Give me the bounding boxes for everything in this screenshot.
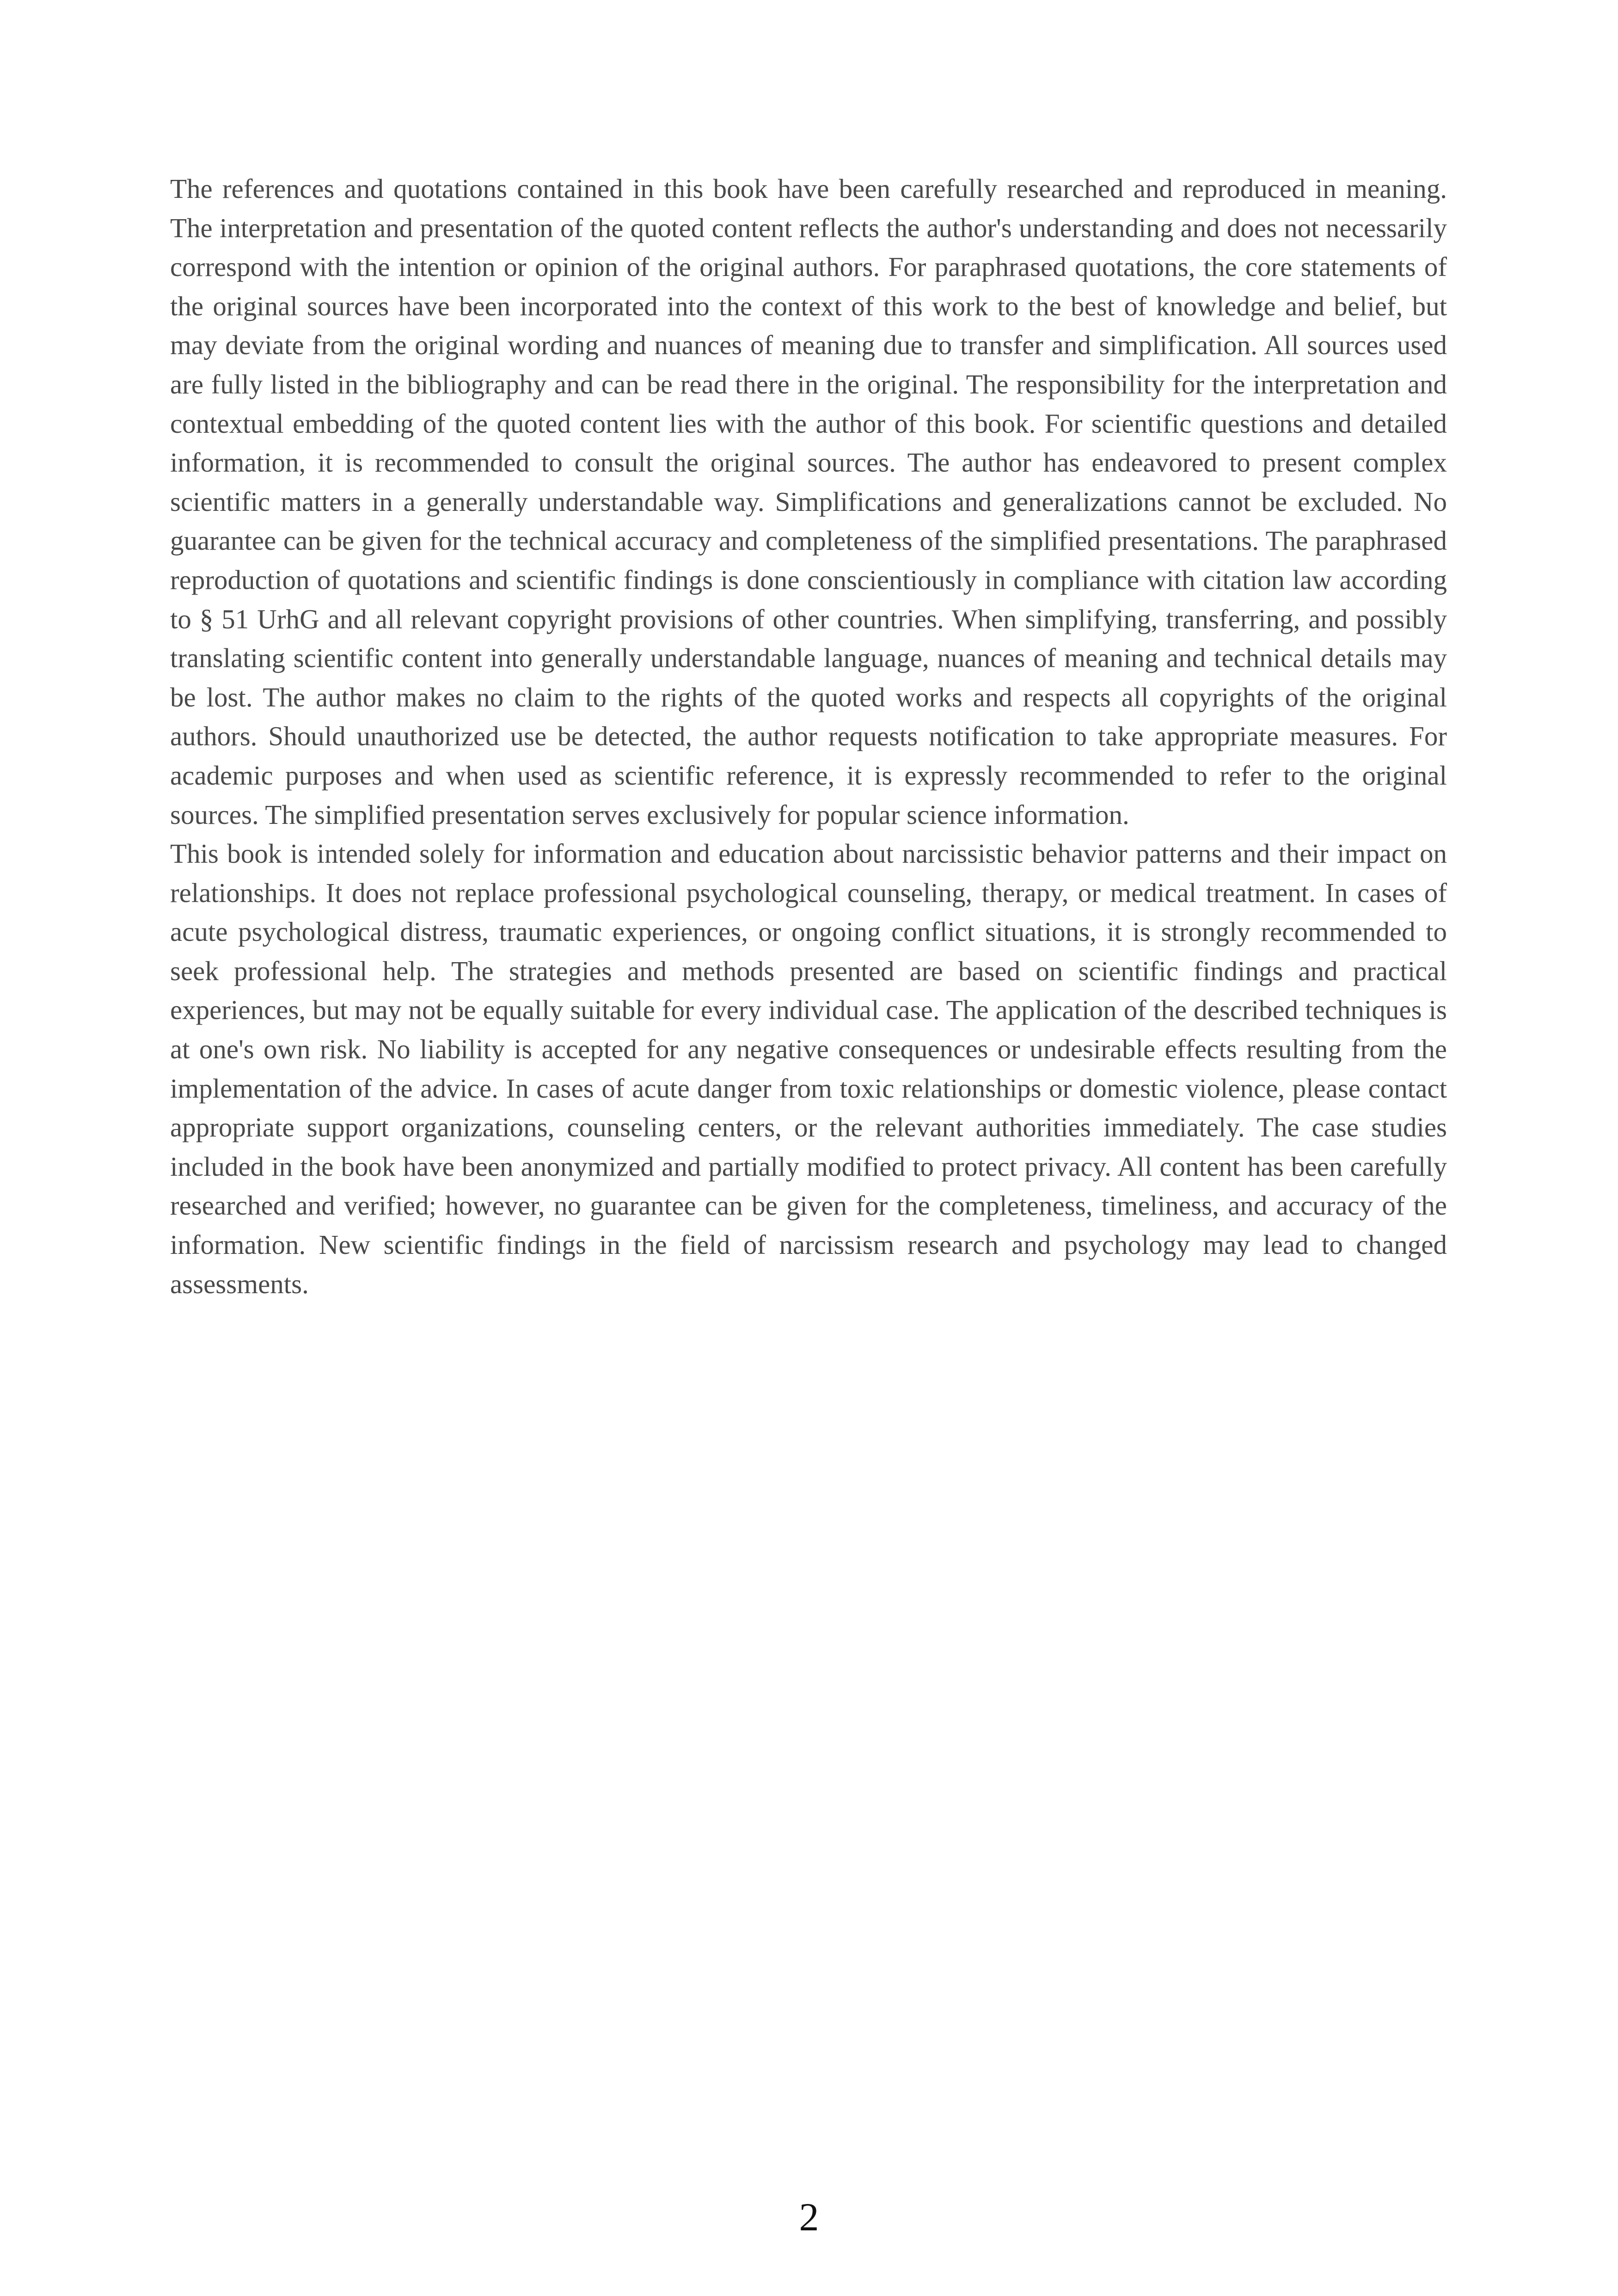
paragraph-sources-disclaimer: The references and quotations contained in this book have been carefully researched and reproduced in meaning. The interpretation and presentation of the quoted content reflects the author's understanding and does not necessarily correspond with the intention or opinion of the original authors. For paraphrased quotations, the core statements of the original sources have been incorporated into the context of this work to the best of knowledge and belief, but may deviate from the original wording and nuances of meaning due to transfer and simplification. All sources used are fully listed in the bibliography and can be read there in the original. The responsibility for the interpretation and contextual embedding of the quoted content lies with the author of this book. For scientific questions and detailed information, it is recommended to consult the original sources. The author has endeavored to present complex scientific matters in a generally understandable way. Simplifications and generalizations cannot be excluded. No guarantee can be given for the technical accuracy and completeness of the simplified presentations. The paraphrased reproduction of quotations and scientific findings is done conscientiously in compliance with citation law according to § 51 UrhG and all relevant copyright provisions of other countries. When simplifying, transferring, and possibly translating scientific content into generally understandable language, nuances of meaning and technical details may be lost. The author makes no claim to the rights of the quoted works and respects all copyrights of the original authors. Should unauthorized use be detected, the author requests notification to take appropriate measures. For academic purposes and when used as scientific reference, it is expressly recommended to refer to the original sources. The simplified presentation serves exclusively for popular science information. bbox=[170, 173, 1447, 830]
page-number: 2 bbox=[799, 2195, 819, 2239]
body-text bbox=[170, 169, 1447, 1303]
paragraph-liability-disclaimer: This book is intended solely for information and education about narcissistic behavior patterns and their impact on relationships. It does not replace professional psychological counseling, therapy, or medical treatment. In cases of acute psychological distress, traumatic experiences, or ongoing conflict situations, it is strongly recommended to seek professional help. The strategies and methods presented are based on scientific findings and practical experiences, but may not be equally suitable for every individual case. The application of the described techniques is at one's own risk. No liability is accepted for any negative consequences or undesirable effects resulting from the implementation of the advice. In cases of acute danger from toxic relationships or domestic violence, please contact appropriate support organizations, counseling centers, or the relevant authorities immediately. The case studies included in the book have been anonymized and partially modified to protect privacy. All content has been carefully researched and verified; however, no guarantee can be given for the completeness, timeliness, and accuracy of the information. New scientific findings in the field of narcissism research and psychology may lead to changed assessments. bbox=[170, 838, 1447, 1299]
